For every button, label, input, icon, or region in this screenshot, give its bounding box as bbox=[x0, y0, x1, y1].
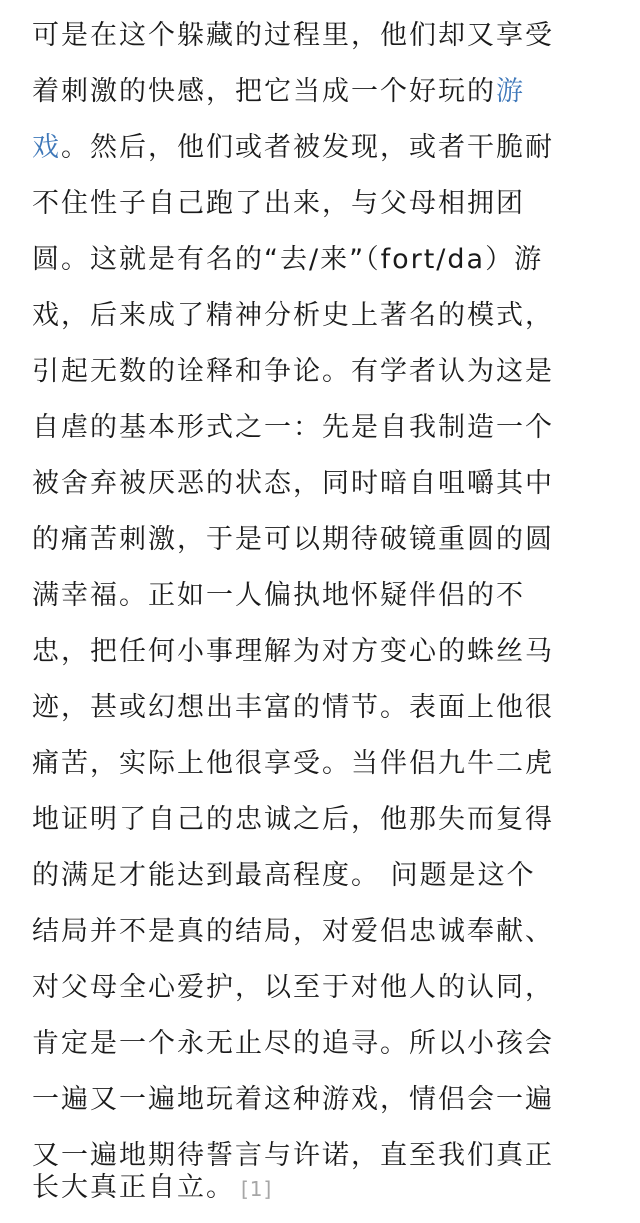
game-link-part2[interactable]: 戏 bbox=[32, 132, 61, 163]
text-line-2 bbox=[32, 64, 525, 120]
text-line-15: 地证明了自己的忠诚之后，他那失而复得 bbox=[32, 804, 554, 835]
text-line-20: 一遍又一遍地玩着这种游戏，情侣会一遍 bbox=[32, 1084, 554, 1115]
text-line-19: 肯定是一个永无止尽的追寻。所以小孩会 bbox=[32, 1028, 554, 1059]
text-line-22-body: 长大真正自立。 bbox=[32, 1172, 235, 1203]
text-line-10: 的痛苦刺激，于是可以期待破镜重圆的圆 bbox=[32, 524, 554, 555]
text-line-3 bbox=[32, 120, 554, 176]
text-line-21: 又一遍地期待誓言与许诺，直至我们真正 bbox=[32, 1140, 554, 1171]
text-line-18: 对父母全心爱护，以至于对他人的认同， bbox=[32, 972, 554, 1003]
text-line-22 bbox=[32, 1160, 272, 1216]
text-line-1: 可是在这个躲藏的过程里，他们却又享受 bbox=[32, 20, 554, 51]
text-line-12: 忠，把任何小事理解为对方变心的蛛丝马 bbox=[32, 636, 554, 667]
text-line-16: 的满足才能达到最高程度。 问题是这个 bbox=[32, 860, 536, 891]
text-line-8: 自虐的基本形式之一：先是自我制造一个 bbox=[32, 412, 554, 443]
text-line-13: 迹，甚或幻想出丰富的情节。表面上他很 bbox=[32, 692, 554, 723]
text-line-9: 被舍弃被厌恶的状态，同时暗自咀嚼其中 bbox=[32, 468, 554, 499]
text-line-2-body: 着刺激的快感，把它当成一个好玩的 bbox=[32, 76, 496, 107]
text-line-3-body: 。然后，他们或者被发现，或者干脆耐 bbox=[61, 132, 554, 163]
text-line-6: 戏，后来成了精神分析史上著名的模式， bbox=[32, 300, 554, 331]
game-link-part1[interactable]: 游 bbox=[496, 76, 525, 107]
footnote-reference[interactable]: [1] bbox=[241, 1177, 273, 1201]
text-line-4: 不住性子自己跑了出来，与父母相拥团 bbox=[32, 188, 525, 219]
text-line-11: 满幸福。正如一人偏执地怀疑伴侣的不 bbox=[32, 580, 525, 611]
text-line-14: 痛苦，实际上他很享受。当伴侣九牛二虎 bbox=[32, 748, 554, 779]
text-line-5: 圆。这就是有名的“去/来”（fort/da）游 bbox=[32, 244, 544, 275]
text-line-17: 结局并不是真的结局，对爱侣忠诚奉献、 bbox=[32, 916, 554, 947]
text-line-7: 引起无数的诠释和争论。有学者认为这是 bbox=[32, 356, 554, 387]
